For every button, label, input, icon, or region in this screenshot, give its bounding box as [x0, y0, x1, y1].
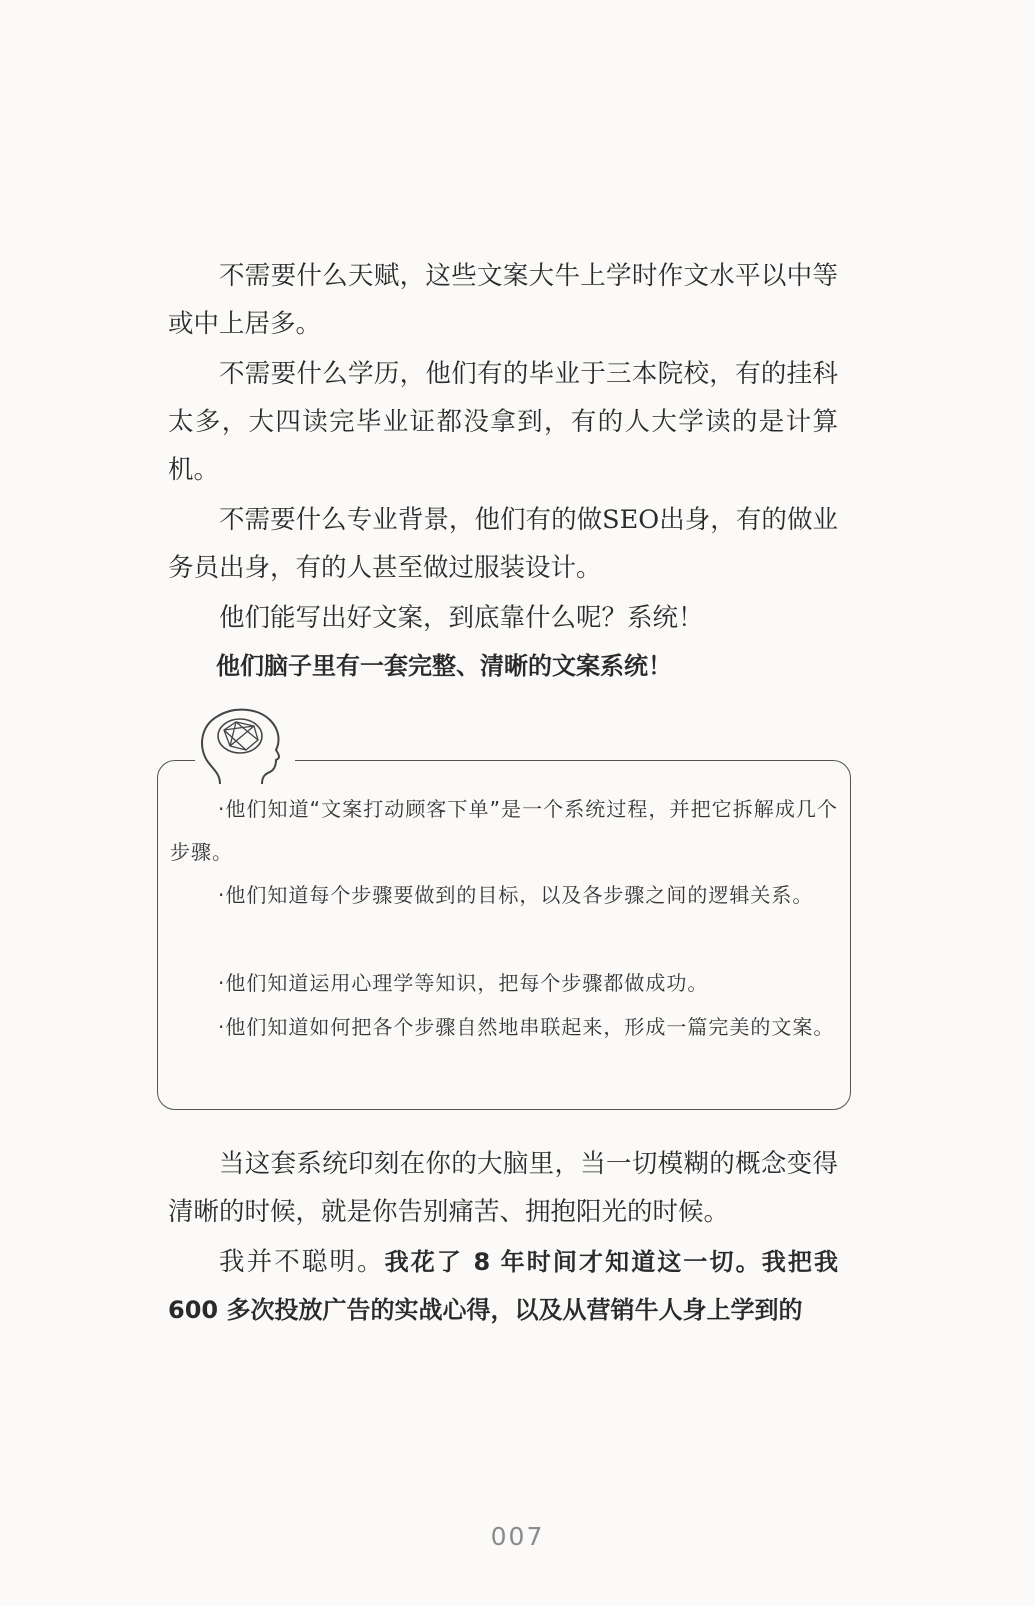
- brain-head-icon: [188, 700, 298, 790]
- last-normal: 我并不聪明。: [219, 1247, 385, 1277]
- paragraph-last: [168, 1238, 838, 1334]
- paragraph-talent: 不需要什么天赋，这些文案大牛上学时作文水平以中等或中上居多。: [168, 261, 838, 339]
- box-item-1: ·他们知道“文案打动顾客下单”是一个系统过程，并把它拆解成几个步骤。: [170, 797, 838, 864]
- page-number: 007: [490, 1522, 545, 1551]
- paragraph-question: 他们能写出好文案，到底靠什么呢？系统！: [219, 603, 704, 633]
- box-item-2: ·他们知道每个步骤要做到的目标，以及各步骤之间的逻辑关系。: [218, 883, 814, 907]
- paragraph-background: 不需要什么专业背景，他们有的做SEO出身，有的做业务员出身，有的人甚至做过服装设计。: [168, 505, 838, 583]
- box-item-3: ·他们知道运用心理学等知识，把每个步骤都做成功。: [218, 971, 709, 995]
- last-bold: 我花了 8 年时间才知道这一切。我把我 600 多次投放广告的实战心得，以及从营销牛人身上学到的: [168, 1248, 838, 1324]
- bold-statement: 他们脑子里有一套完整、清晰的文案系统！: [216, 652, 672, 680]
- paragraph-closing: 当这套系统印刻在你的大脑里，当一切模糊的概念变得清晰的时候，就是你告别痛苦、拥抱阳光的时候。: [168, 1149, 838, 1227]
- paragraph-education: 不需要什么学历，他们有的毕业于三本院校，有的挂科太多，大四读完毕业证都没拿到，有的人大学读的是计算机。: [168, 359, 838, 485]
- box-item-4: ·他们知道如何把各个步骤自然地串联起来，形成一篇完美的文案。: [218, 1015, 835, 1039]
